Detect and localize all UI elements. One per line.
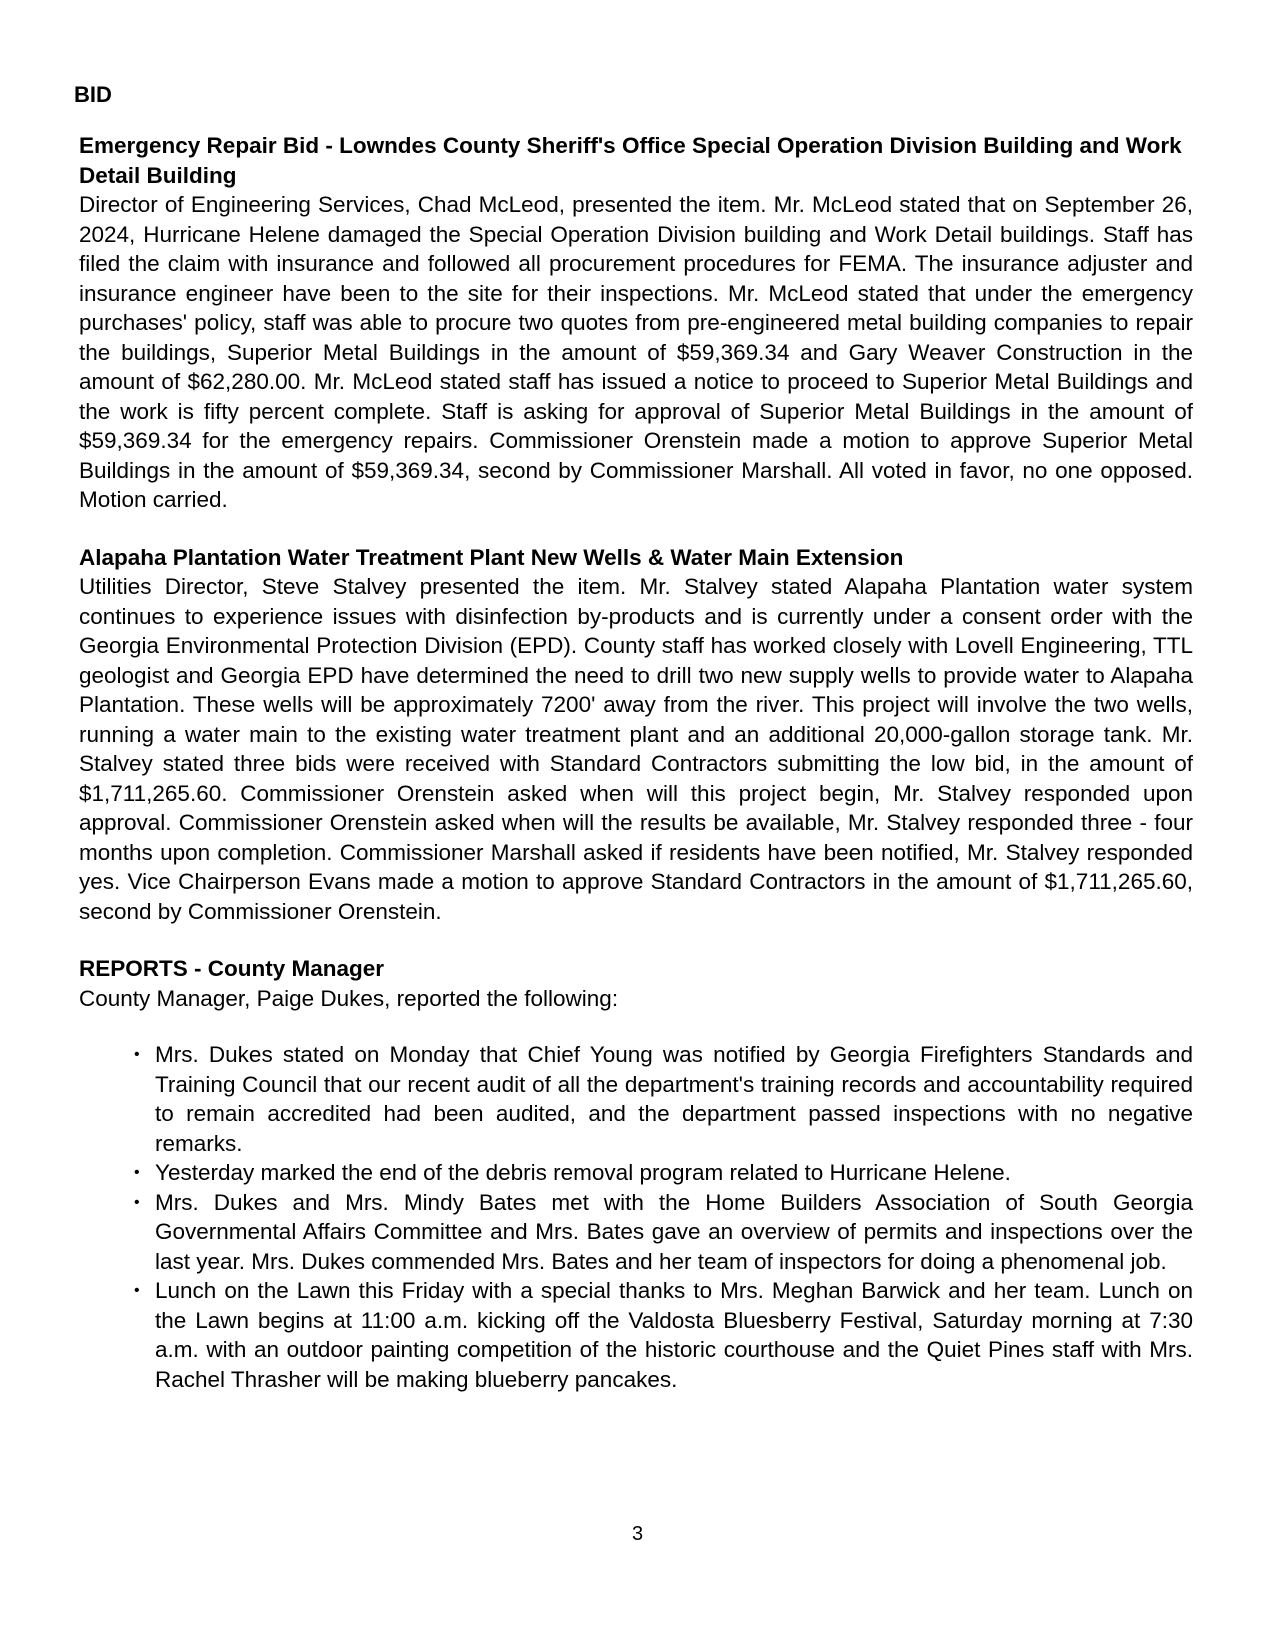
spacer xyxy=(79,926,1193,954)
report-bullet-list xyxy=(79,1040,1193,1394)
bullet-icon: • xyxy=(134,1164,140,1181)
page-number: 3 xyxy=(631,1523,644,1545)
item-title: Alapaha Plantation Water Treatment Plant New Wells & Water Main Extension xyxy=(79,544,904,570)
item-body: Utilities Director, Steve Stalvey presented the item. Mr. Stalvey stated Alapaha Plantation water system continues to experience issues with disinfection by-products and is currently under a consent order with the Georgia Environmental Protection Division (EPD). County staff has worked closely with Lovell Engineering, TTL geologist and Georgia EPD have determined the need to drill two new supply wells to provide water to Alapaha Plantation. These wells will be approximately 7200' away from the river. This project will involve the two wells, running a water main to the existing water treatment plant and an additional 20,000-gallon storage tank. Mr. Stalvey stated three bids were received with Standard Contractors submitting the low bid, in the amount of $1,711,265.60. Commissioner Orenstein asked when will this project begin, Mr. Stalvey responded upon approval. Commissioner Orenstein asked when will the results be available, Mr. Stalvey responded three - four months upon completion. Commissioner Marshall asked if residents have been notified, Mr. Stalvey responded yes. Vice Chairperson Evans made a motion to approve Standard Contractors in the amount of $1,711,265.60, second by Commissioner Orenstein. xyxy=(79,574,1193,924)
list-item-text: Yesterday marked the end of the debris removal program related to Hurricane Helene. xyxy=(155,1160,1011,1185)
page-content xyxy=(79,131,1193,1394)
list-item-text: Mrs. Dukes and Mrs. Mindy Bates met with the Home Builders Association of South Georgia Governmental Affairs Committee and Mrs. Bates gave an overview of permits and inspections over the last year. Mrs. Dukes commended Mrs. Bates and her team of inspectors for doing a phenomenal job. xyxy=(155,1189,1193,1274)
list-item xyxy=(134,1040,1193,1158)
reports-county-manager xyxy=(79,954,1193,1394)
item-body: Director of Engineering Services, Chad McLeod, presented the item. Mr. McLeod stated that on September 26, 2024, Hurricane Helene damaged the Special Operation Division building and Work Detail buildings. Staff has filed the claim with insurance and followed all procurement procedures for FEMA. The insurance adjuster and insurance engineer have been to the site for their inspections. Mr. McLeod stated that under the emergency purchases' policy, staff was able to procure two quotes from pre-engineered metal building companies to repair the buildings, Superior Metal Buildings in the amount of $59,369.34 and Gary Weaver Construction in the amount of $62,280.00. Mr. McLeod stated staff has issued a notice to proceed to Superior Metal Buildings and the work is fifty percent complete. Staff is asking for approval of Superior Metal Buildings in the amount of $59,369.34 for the emergency repairs. Commissioner Orenstein made a motion to approve Superior Metal Buildings in the amount of $59,369.34, second by Commissioner Marshall. All voted in favor, no one opposed. Motion carried. xyxy=(79,192,1193,512)
spacer xyxy=(79,515,1193,543)
reports-title: REPORTS - County Manager xyxy=(79,956,385,981)
list-item-text: Lunch on the Lawn this Friday with a special thanks to Mrs. Meghan Barwick and her team. Lunch on the Lawn begins at 11:00 a.m. kicking off the Valdosta Bluesberry Festival, Saturday morning at 7:30 a.m. with an outdoor painting competition of the historic courthouse and the Quiet Pines staff with Mrs. Rachel Thrasher will be making blueberry pancakes. xyxy=(155,1278,1193,1392)
item-alapaha-wells xyxy=(79,543,1193,927)
bullet-icon: • xyxy=(134,1193,140,1211)
bullet-icon: • xyxy=(134,1046,140,1063)
list-item-text: Mrs. Dukes stated on Monday that Chief Young was notified by Georgia Firefighters Standards and Training Council that our recent audit of all the department's training records and accountability required to remain accredited had been audited, and the department passed inspections with no negative remarks. xyxy=(155,1042,1193,1156)
bullet-icon: • xyxy=(134,1282,140,1299)
spacer xyxy=(79,1013,1193,1040)
section-label: BID xyxy=(74,82,112,107)
item-emergency-repair-bid xyxy=(79,131,1193,515)
item-title: Emergency Repair Bid - Lowndes County Sheriff's Office Special Operation Division Building and Work Detail Building xyxy=(79,133,1182,188)
list-item xyxy=(134,1276,1193,1394)
list-item xyxy=(134,1158,1193,1188)
reports-intro: County Manager, Paige Dukes, reported the following: xyxy=(79,985,619,1011)
list-item xyxy=(134,1188,1193,1277)
